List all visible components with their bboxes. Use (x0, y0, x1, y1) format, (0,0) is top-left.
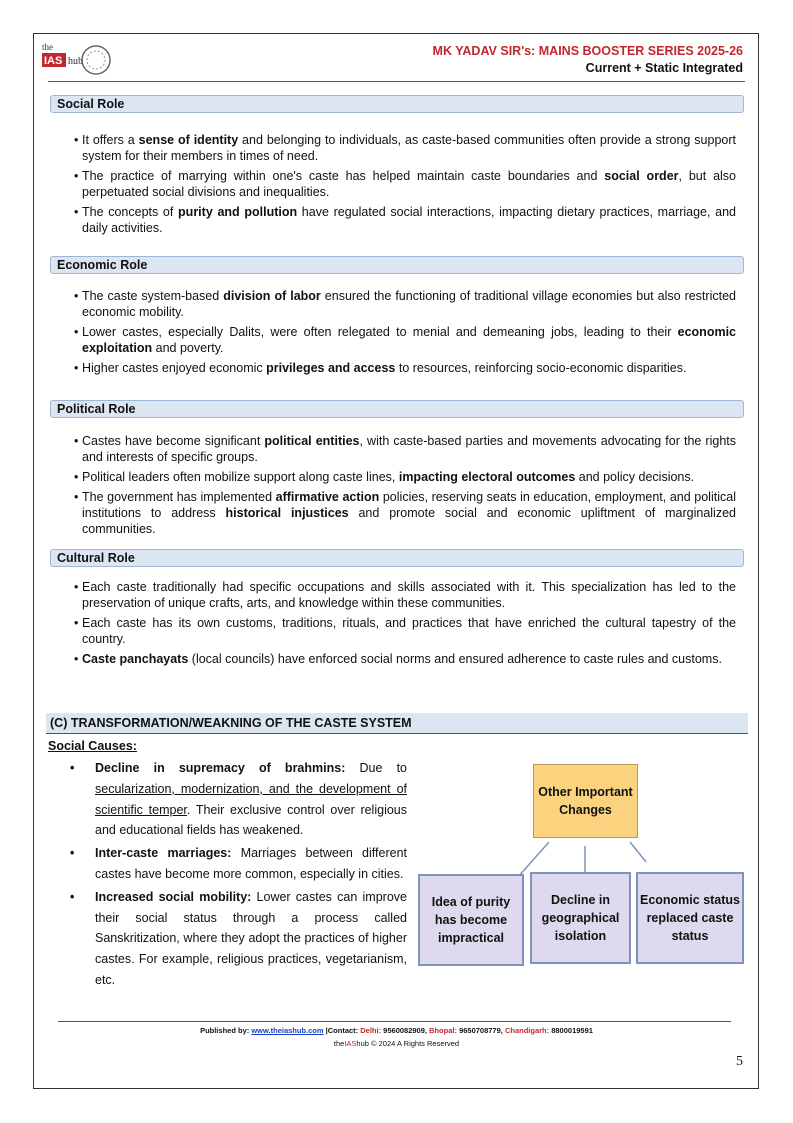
section-heading-cultural-role: Cultural Role (50, 549, 744, 567)
social-causes-list (70, 758, 407, 993)
list-item: • Each caste has its own customs, traditions, rituals, and practices that have enriched the cultural tapestry of the country. (74, 615, 736, 647)
list-item: • Decline in supremacy of brahmins: Due to secularization, modernization, and the development of scientific temper. Their exclusive control over religious and educational fields has weakened. (70, 758, 407, 841)
social-causes-heading: Social Causes: (48, 739, 137, 753)
list-item: • It offers a sense of identity and belonging to individuals, as caste-based communities often provide a strong support system for their members in times of need. (74, 132, 736, 164)
page-number: 5 (736, 1054, 743, 1069)
list-item: • Political leaders often mobilize support along caste lines, impacting electoral outcomes and policy decisions. (74, 469, 736, 485)
list-item: • The concepts of purity and pollution have regulated social interactions, impacting dietary practices, marriage, and daily activities. (74, 204, 736, 236)
ias-hub-logo (40, 40, 112, 82)
section-heading-political-role: Political Role (50, 400, 744, 418)
header-title: MK YADAV SIR's: MAINS BOOSTER SERIES 2025-26 (432, 44, 743, 58)
diagram-box-economic: Economic status replaced caste status (636, 872, 744, 964)
list-item: • Caste panchayats (local councils) have enforced social norms and ensured adherence to caste rules and customs. (74, 651, 736, 667)
list-item: • Lower castes, especially Dalits, were often relegated to menial and demeaning jobs, leading to their economic exploitation and poverty. (74, 324, 736, 356)
section-c-title: (C) TRANSFORMATION/WEAKNING OF THE CASTE SYSTEM (46, 713, 748, 734)
list-item: • The practice of marrying within one's caste has helped maintain caste boundaries and social order, but also perpetuated social divisions and inequalities. (74, 168, 736, 200)
website-link[interactable]: www.theiashub.com (251, 1026, 324, 1035)
list-item: • Higher castes enjoyed economic privileges and access to resources, reinforcing socio-economic disparities. (74, 360, 736, 376)
diagram-box-purity: Idea of purity has become impractical (418, 874, 524, 966)
list-item: • The government has implemented affirmative action policies, reserving seats in education, employment, and political institutions to address historical injustices and promote social and economic upliftment of marginalized communities. (74, 489, 736, 537)
list-item: • Each caste traditionally had specific occupations and skills associated with it. This specialization has led to the preservation of unique crafts, arts, and knowledge within these communities. (74, 579, 736, 611)
list-item: • Increased social mobility: Lower castes can improve their social status through a process called Sanskritization, where they adopt the practices of higher castes. For example, religious practices, vegetarianism, etc. (70, 887, 407, 991)
cultural-role-list (74, 579, 736, 671)
section-heading-social-role: Social Role (50, 95, 744, 113)
svg-text:IAS: IAS (44, 55, 63, 67)
footer-divider (58, 1021, 731, 1022)
svg-text:the: the (42, 42, 53, 52)
header-divider (48, 81, 745, 82)
political-role-list (74, 433, 736, 541)
footer-contact: Published by: www.theiashub.com |Contact: Delhi: 9560082909, Bhopal: 9650708779, Chandigarh: 8800019591 (200, 1026, 593, 1035)
diagram-center-box: Other Important Changes (533, 764, 638, 838)
section-heading-economic-role: Economic Role (50, 256, 744, 274)
diagram-box-isolation: Decline in geographical isolation (530, 872, 631, 964)
economic-role-list (74, 288, 736, 380)
svg-text:hub: hub (68, 56, 83, 67)
list-item: • Castes have become significant political entities, with caste-based parties and movements advocating for the rights and interests of specific groups. (74, 433, 736, 465)
list-item: • Inter-caste marriages: Marriages between different castes have become more common, especially in cities. (70, 843, 407, 885)
other-changes-diagram (418, 760, 748, 970)
footer-copyright: theIAShub © 2024 A Rights Reserved (333, 1039, 460, 1048)
list-item: • The caste system-based division of labor ensured the functioning of traditional village economies but also restricted economic mobility. (74, 288, 736, 320)
header-subtitle: Current + Static Integrated (585, 61, 743, 75)
social-role-list (74, 132, 736, 240)
